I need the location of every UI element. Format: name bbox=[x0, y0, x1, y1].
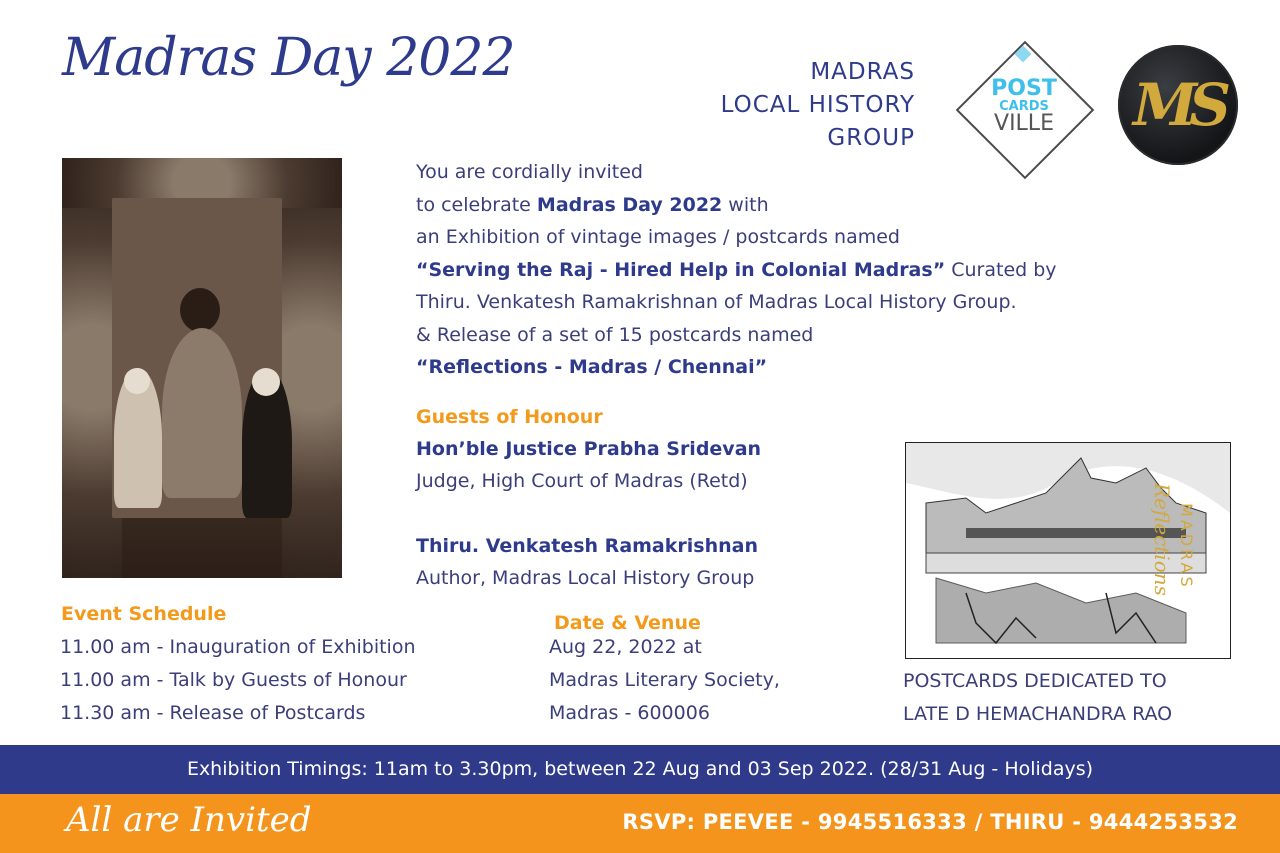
invitation-line: an Exhibition of vintage images / postcards named bbox=[416, 226, 900, 248]
invitation-line: “Reflections - Madras / Chennai” bbox=[416, 356, 768, 378]
postcard-script-text: MADRAS bbox=[1177, 503, 1196, 590]
logo-text-ville: VILLE bbox=[994, 111, 1054, 136]
schedule-item: 11.00 am - Talk by Guests of Honour bbox=[60, 669, 407, 691]
schedule-heading: Event Schedule bbox=[61, 603, 227, 625]
guest-name: Thiru. Venkatesh Ramakrishnan bbox=[416, 535, 758, 557]
organizer-line: LOCAL HISTORY bbox=[720, 92, 915, 118]
invitation-line: “Serving the Raj - Hired Help in Colonial Madras” Curated by bbox=[416, 258, 1057, 281]
schedule-item: 11.30 am - Release of Postcards bbox=[60, 702, 366, 724]
venue-heading: Date & Venue bbox=[554, 612, 701, 634]
monogram-seal: MS bbox=[1118, 45, 1238, 165]
invitation-line: to celebrate Madras Day 2022 with bbox=[416, 193, 769, 216]
organizer-name bbox=[721, 56, 915, 155]
guest-role: Author, Madras Local History Group bbox=[416, 567, 755, 589]
logo-text-cards: CARDS bbox=[999, 99, 1049, 114]
postcard-caption: POSTCARDS DEDICATED TO bbox=[903, 670, 1167, 692]
guests-heading: Guests of Honour bbox=[416, 406, 603, 428]
invitation-text bbox=[416, 156, 1057, 384]
guest-role: Judge, High Court of Madras (Retd) bbox=[416, 470, 748, 492]
schedule-item: 11.00 am - Inauguration of Exhibition bbox=[60, 636, 416, 658]
venue-line: Madras - 600006 bbox=[549, 702, 710, 724]
postcard-caption: LATE D HEMACHANDRA RAO bbox=[903, 703, 1173, 725]
timings-banner: Exhibition Timings: 11am to 3.30pm, between 22 Aug and 03 Sep 2022. (28/31 Aug - Holidays) bbox=[0, 745, 1280, 794]
invited-text: All are Invited bbox=[66, 800, 312, 840]
vintage-photo bbox=[62, 158, 342, 578]
invitation-line: Thiru. Venkatesh Ramakrishnan of Madras Local History Group. bbox=[416, 291, 1017, 313]
guest-name: Hon’ble Justice Prabha Sridevan bbox=[416, 438, 762, 460]
page-title: Madras Day 2022 bbox=[62, 28, 515, 88]
logo-text-post: POST bbox=[991, 76, 1057, 101]
postcard-image bbox=[905, 442, 1231, 659]
invitation-line: & Release of a set of 15 postcards named bbox=[416, 323, 814, 346]
postcard-script-text: Reflections bbox=[1150, 483, 1174, 596]
invitation-line: You are cordially invited bbox=[416, 161, 643, 183]
rsvp-text: RSVP: PEEVEE - 9945516333 / THIRU - 9444253532 bbox=[622, 810, 1238, 834]
organizer-line: GROUP bbox=[827, 125, 915, 151]
venue-line: Aug 22, 2022 at bbox=[549, 636, 702, 658]
footer-banner bbox=[0, 794, 1280, 853]
organizer-line: MADRAS bbox=[810, 59, 915, 85]
venue-line: Madras Literary Society, bbox=[549, 669, 780, 691]
